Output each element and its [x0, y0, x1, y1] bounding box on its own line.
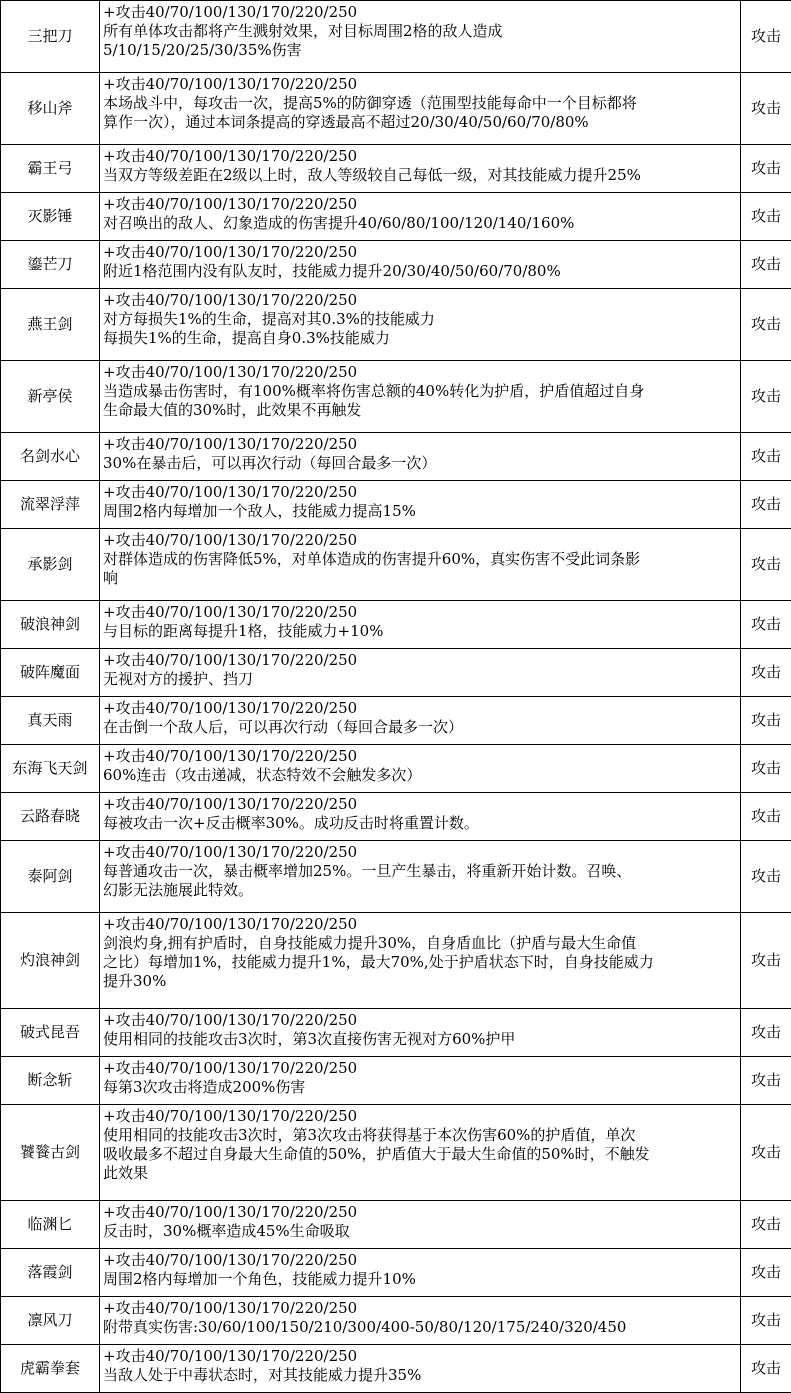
description-line: +攻击40/70/100/130/170/220/250 — [103, 1059, 358, 1077]
description-line: 剑浪灼身,拥有护盾时，自身技能威力提升30%，自身盾血比（护盾与最大生命值 — [103, 934, 637, 952]
effect-description-cell — [100, 1201, 741, 1249]
effect-description-cell — [100, 241, 741, 289]
effect-type-cell: 攻击 — [741, 289, 791, 361]
effect-type-cell: 攻击 — [741, 1, 791, 73]
weapon-name-cell: 落霞剑 — [1, 1249, 100, 1297]
description-line: +攻击40/70/100/130/170/220/250 — [103, 603, 358, 621]
weapon-name-cell: 破阵魔面 — [1, 649, 100, 697]
table-row — [1, 1009, 791, 1057]
effect-type-cell: 攻击 — [741, 913, 791, 1009]
description-line: +攻击40/70/100/130/170/220/250 — [103, 195, 358, 213]
description-line: 无视对方的援护、挡刀 — [103, 670, 254, 688]
effect-description-cell — [100, 433, 741, 481]
table-row — [1, 529, 791, 601]
effect-description-cell — [100, 1105, 741, 1201]
effect-type-cell: 攻击 — [741, 433, 791, 481]
description-line: 此效果 — [103, 1164, 149, 1182]
table-row — [1, 481, 791, 529]
table-row — [1, 73, 791, 145]
effect-type-cell: 攻击 — [741, 193, 791, 241]
effect-description-cell — [100, 1057, 741, 1105]
description-line: +攻击40/70/100/130/170/220/250 — [103, 843, 358, 861]
effect-description-cell — [100, 841, 741, 913]
weapon-name-cell: 东海飞天剑 — [1, 745, 100, 793]
description-line: +攻击40/70/100/130/170/220/250 — [103, 699, 358, 717]
description-line: 提升30% — [103, 972, 167, 990]
description-line: +攻击40/70/100/130/170/220/250 — [103, 795, 358, 813]
description-line: 幻影无法施展此特效。 — [103, 881, 254, 899]
description-line: +攻击40/70/100/130/170/220/250 — [103, 3, 358, 21]
table-row — [1, 433, 791, 481]
table-row — [1, 1249, 791, 1297]
table-row — [1, 601, 791, 649]
effect-type-cell: 攻击 — [741, 241, 791, 289]
effect-description-cell — [100, 649, 741, 697]
effect-type-cell: 攻击 — [741, 841, 791, 913]
description-line: 附带真实伤害:30/60/100/150/210/300/400-50/80/120/175/240/320/450 — [103, 1318, 627, 1336]
effect-description-cell — [100, 1297, 741, 1345]
table-row — [1, 1057, 791, 1105]
table-row — [1, 1201, 791, 1249]
effect-type-cell: 攻击 — [741, 145, 791, 193]
table-row — [1, 145, 791, 193]
description-line: +攻击40/70/100/130/170/220/250 — [103, 747, 358, 765]
description-line: 使用相同的技能攻击3次时，第3次攻击将获得基于本次伤害60%的护盾值，单次 — [103, 1126, 636, 1144]
description-line: +攻击40/70/100/130/170/220/250 — [103, 1251, 358, 1269]
description-line: 5/10/15/20/25/30/35%伤害 — [103, 41, 302, 59]
effect-description-cell — [100, 73, 741, 145]
weapon-name-cell: 新亭侯 — [1, 361, 100, 433]
description-line: 之比）每增加1%，技能威力提升1%，最大70%,处于护盾状态下时，自身技能威力 — [103, 953, 654, 971]
weapon-name-cell: 真天雨 — [1, 697, 100, 745]
description-line: 周围2格内每增加一个角色，技能威力提升10% — [103, 1270, 416, 1288]
description-line: 对召唤出的敌人、幻象造成的伤害提升40/60/80/100/120/140/160% — [103, 214, 575, 232]
description-line: 所有单体攻击都将产生溅射效果，对目标周围2格的敌人造成 — [103, 22, 503, 40]
effect-type-cell: 攻击 — [741, 529, 791, 601]
effect-description-cell — [100, 793, 741, 841]
description-line: 每被攻击一次+反击概率30%。成功反击时将重置计数。 — [103, 814, 479, 832]
weapon-name-cell: 燕王剑 — [1, 289, 100, 361]
table-row — [1, 193, 791, 241]
weapon-name-cell: 承影剑 — [1, 529, 100, 601]
effect-description-cell — [100, 481, 741, 529]
description-line: +攻击40/70/100/130/170/220/250 — [103, 75, 358, 93]
description-line: 60%连击（攻击递减，状态特效不会触发多次） — [103, 766, 422, 784]
effect-type-cell: 攻击 — [741, 649, 791, 697]
effect-description-cell — [100, 697, 741, 745]
table-row — [1, 1, 791, 73]
description-line: 当造成暴击伤害时，有100%概率将伤害总额的40%转化为护盾，护盾值超过自身 — [103, 382, 645, 400]
table-row — [1, 1345, 791, 1393]
effect-type-cell: 攻击 — [741, 1297, 791, 1345]
effect-description-cell — [100, 745, 741, 793]
table-body — [1, 1, 791, 1393]
table-row — [1, 361, 791, 433]
description-line: 30%在暴击后，可以再次行动（每回合最多一次） — [103, 454, 437, 472]
description-line: +攻击40/70/100/130/170/220/250 — [103, 243, 358, 261]
effect-description-cell — [100, 361, 741, 433]
description-line: 与目标的距离每提升1格，技能威力+10% — [103, 622, 384, 640]
description-line: 对方每损失1%的生命，提高对其0.3%的技能威力 — [103, 310, 435, 328]
description-line: 本场战斗中，每攻击一次，提高5%的防御穿透（范围型技能每命中一个目标都将 — [103, 94, 637, 112]
effect-type-cell: 攻击 — [741, 601, 791, 649]
description-line: +攻击40/70/100/130/170/220/250 — [103, 1299, 358, 1317]
weapon-name-cell: 名剑水心 — [1, 433, 100, 481]
effect-description-cell — [100, 913, 741, 1009]
table-row — [1, 289, 791, 361]
effect-description-cell — [100, 289, 741, 361]
description-line: 周围2格内每增加一个敌人，技能威力提高15% — [103, 502, 416, 520]
effect-description-cell — [100, 1, 741, 73]
effect-type-cell: 攻击 — [741, 481, 791, 529]
description-line: 吸收最多不超过自身最大生命值的50%，护盾值大于最大生命值的50%时，不触发 — [103, 1145, 650, 1163]
weapon-name-cell: 灭影锤 — [1, 193, 100, 241]
description-line: 对群体造成的伤害降低5%，对单体造成的伤害提升60%，真实伤害不受此词条影 — [103, 550, 641, 568]
description-line: +攻击40/70/100/130/170/220/250 — [103, 1203, 358, 1221]
effect-type-cell: 攻击 — [741, 73, 791, 145]
weapon-name-cell: 移山斧 — [1, 73, 100, 145]
table-row — [1, 841, 791, 913]
table-row — [1, 1297, 791, 1345]
description-line: 当双方等级差距在2级以上时，敌人等级较自己每低一级，对其技能威力提升25% — [103, 166, 641, 184]
effect-type-cell: 攻击 — [741, 1201, 791, 1249]
description-line: +攻击40/70/100/130/170/220/250 — [103, 1347, 358, 1365]
table-row — [1, 241, 791, 289]
effect-type-cell: 攻击 — [741, 1249, 791, 1297]
description-line: +攻击40/70/100/130/170/220/250 — [103, 291, 358, 309]
description-line: 算作一次），通过本词条提高的穿透最高不超过20/30/40/50/60/70/80% — [103, 113, 589, 131]
description-line: 响 — [103, 569, 119, 587]
effect-type-cell: 攻击 — [741, 361, 791, 433]
description-line: +攻击40/70/100/130/170/220/250 — [103, 531, 358, 549]
description-line: +攻击40/70/100/130/170/220/250 — [103, 915, 358, 933]
effect-description-cell — [100, 529, 741, 601]
weapon-name-cell: 泰阿剑 — [1, 841, 100, 913]
description-line: 每普通攻击一次，暴击概率增加25%。一旦产生暴击，将重新开始计数。召唤、 — [103, 862, 632, 880]
table-row — [1, 1105, 791, 1201]
description-line: 反击时，30%概率造成45%生命吸取 — [103, 1222, 350, 1240]
description-line: +攻击40/70/100/130/170/220/250 — [103, 147, 358, 165]
effect-type-cell: 攻击 — [741, 1057, 791, 1105]
weapon-name-cell: 断念斩 — [1, 1057, 100, 1105]
effect-description-cell — [100, 1249, 741, 1297]
description-line: +攻击40/70/100/130/170/220/250 — [103, 363, 358, 381]
effect-description-cell — [100, 1345, 741, 1393]
weapon-name-cell: 临渊匕 — [1, 1201, 100, 1249]
description-line: +攻击40/70/100/130/170/220/250 — [103, 1107, 358, 1125]
description-line: +攻击40/70/100/130/170/220/250 — [103, 435, 358, 453]
table-row — [1, 793, 791, 841]
description-line: 在击倒一个敌人后，可以再次行动（每回合最多一次） — [103, 718, 464, 736]
effect-type-cell: 攻击 — [741, 1105, 791, 1201]
table-row — [1, 697, 791, 745]
weapon-name-cell: 破浪神剑 — [1, 601, 100, 649]
table-row — [1, 745, 791, 793]
weapon-name-cell: 三把刀 — [1, 1, 100, 73]
description-line: 当敌人处于中毒状态时，对其技能威力提升35% — [103, 1366, 422, 1384]
description-line: 附近1格范围内没有队友时，技能威力提升20/30/40/50/60/70/80% — [103, 262, 561, 280]
weapon-name-cell: 灼浪神剑 — [1, 913, 100, 1009]
effect-type-cell: 攻击 — [741, 1009, 791, 1057]
weapon-name-cell: 饕餮古剑 — [1, 1105, 100, 1201]
weapon-name-cell: 虎霸拳套 — [1, 1345, 100, 1393]
weapon-name-cell: 霸王弓 — [1, 145, 100, 193]
description-line: 使用相同的技能攻击3次时，第3次直接伤害无视对方60%护甲 — [103, 1030, 516, 1048]
effect-type-cell: 攻击 — [741, 745, 791, 793]
table-row — [1, 649, 791, 697]
effect-type-cell: 攻击 — [741, 1345, 791, 1393]
weapon-name-cell: 破式昆吾 — [1, 1009, 100, 1057]
weapon-name-cell: 鎏芒刀 — [1, 241, 100, 289]
description-line: +攻击40/70/100/130/170/220/250 — [103, 651, 358, 669]
description-line: 每损失1%的生命，提高自身0.3%技能威力 — [103, 329, 390, 347]
description-line: +攻击40/70/100/130/170/220/250 — [103, 483, 358, 501]
description-line: +攻击40/70/100/130/170/220/250 — [103, 1011, 358, 1029]
effect-description-cell — [100, 1009, 741, 1057]
effect-description-cell — [100, 601, 741, 649]
weapon-name-cell: 云路春晓 — [1, 793, 100, 841]
description-line: 每第3次攻击将造成200%伤害 — [103, 1078, 306, 1096]
weapon-name-cell: 凛风刀 — [1, 1297, 100, 1345]
effect-description-cell — [100, 193, 741, 241]
effect-type-cell: 攻击 — [741, 697, 791, 745]
effect-type-cell: 攻击 — [741, 793, 791, 841]
table-row — [1, 913, 791, 1009]
effect-description-cell — [100, 145, 741, 193]
weapon-name-cell: 流翠浮萍 — [1, 481, 100, 529]
description-line: 生命最大值的30%时，此效果不再触发 — [103, 401, 362, 419]
